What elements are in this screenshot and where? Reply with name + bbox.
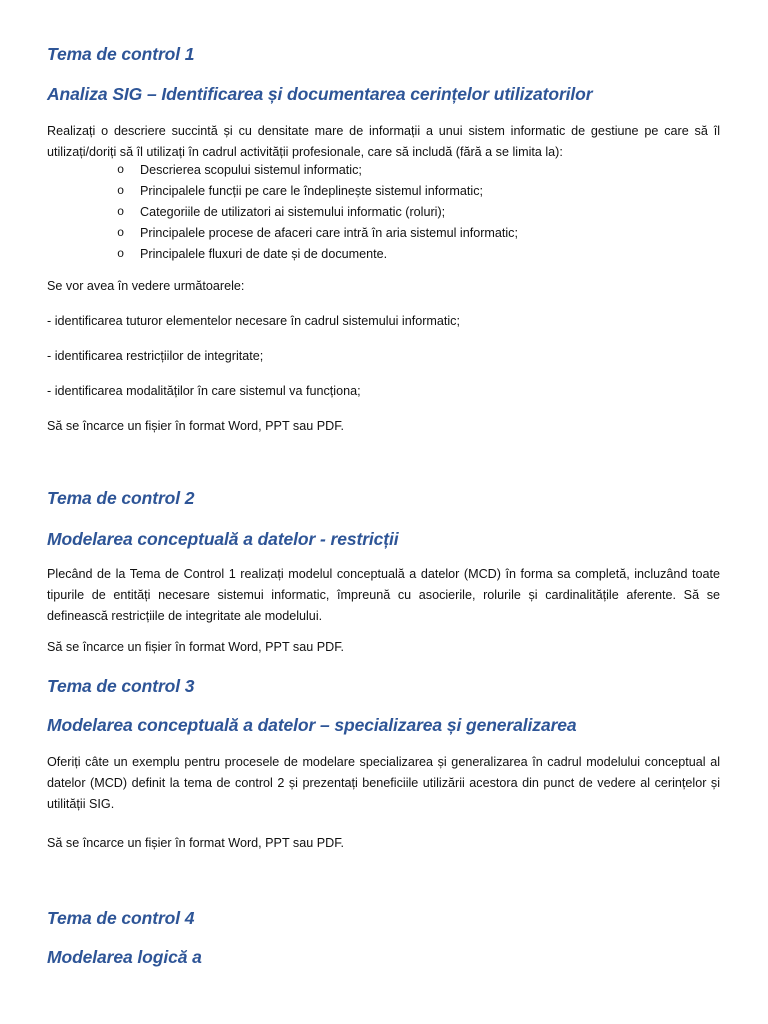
list-item-text: Principalele funcții pe care le îndeplinește sistemul informatic; bbox=[140, 184, 483, 198]
tema-2-body: Plecând de la Tema de Control 1 realizați modelul conceptuală a datelor (MCD) în forma sa completă, incluzând toate tipurile de entități necesare sistemui informatic, împreună cu asocierile, rolurile și cardinalitățile aferente. Să se definească restricțiile de integritate ale modelului. bbox=[47, 567, 720, 623]
list-item bbox=[117, 202, 518, 223]
list-item bbox=[117, 223, 518, 244]
list-item-text: Principalele procese de afaceri care intră în aria sistemul informatic; bbox=[140, 226, 518, 240]
tema-2-label: Tema de control 2 bbox=[47, 488, 195, 508]
tema-2-upload-note: Să se încarce un fișier în format Word, PPT sau PDF. bbox=[47, 640, 345, 654]
list-item bbox=[117, 160, 518, 181]
tema-1-consideration-3: - identificarea modalităților în care sistemul va funcționa; bbox=[47, 384, 361, 398]
tema-3-label: Tema de control 3 bbox=[47, 676, 195, 696]
tema-2-title: Modelarea conceptuală a datelor - restricții bbox=[47, 529, 399, 549]
bullet-marker: o bbox=[117, 205, 125, 219]
tema-1-label: Tema de control 1 bbox=[47, 44, 195, 64]
tema-4-title: Modelarea logică a bbox=[47, 947, 202, 967]
bullet-marker: o bbox=[117, 184, 125, 198]
tema-1-consideration-2: - identificarea restricțiilor de integritate; bbox=[47, 349, 264, 363]
tema-3-body: Oferiți câte un exemplu pentru procesele de modelare specializarea și generalizarea în cadrul modelului conceptual al datelor (MCD) definit la tema de control 2 și prezentați beneficiile utilizării acestora din punct de vedere al cerințelor și utilității SIG. bbox=[47, 755, 720, 811]
list-item-text: Categoriile de utilizatori ai sistemului informatic (roluri); bbox=[140, 205, 446, 219]
tema-4-label: Tema de control 4 bbox=[47, 908, 195, 928]
bullet-marker: o bbox=[117, 163, 125, 177]
bullet-marker: o bbox=[117, 247, 125, 261]
list-item bbox=[117, 244, 518, 265]
tema-1-upload-note: Să se încarce un fișier în format Word, PPT sau PDF. bbox=[47, 419, 345, 433]
tema-1-intro: Realizați o descriere succintă și cu densitate mare de informații a unui sistem informatic de gestiune pe care să îl utilizați/doriți să îl utilizați în cadrul activității profesionale, care să includă (fără a se limita la): bbox=[47, 124, 720, 159]
tema-1-considerations-title: Se vor avea în vedere următoarele: bbox=[47, 279, 245, 293]
list-item bbox=[117, 181, 518, 202]
tema-1-consideration-1: - identificarea tuturor elementelor necesare în cadrul sistemului informatic; bbox=[47, 314, 460, 328]
tema-3-title: Modelarea conceptuală a datelor – specializarea și generalizarea bbox=[47, 715, 577, 735]
tema-3-upload-note: Să se încarce un fișier în format Word, PPT sau PDF. bbox=[47, 836, 345, 850]
list-item-text: Descrierea scopului sistemul informatic; bbox=[140, 163, 362, 177]
tema-1-bullet-list bbox=[117, 160, 518, 265]
bullet-marker: o bbox=[117, 226, 125, 240]
list-item-text: Principalele fluxuri de date și de documente. bbox=[140, 247, 388, 261]
tema-1-title: Analiza SIG – Identificarea și documentarea cerințelor utilizatorilor bbox=[47, 84, 593, 104]
